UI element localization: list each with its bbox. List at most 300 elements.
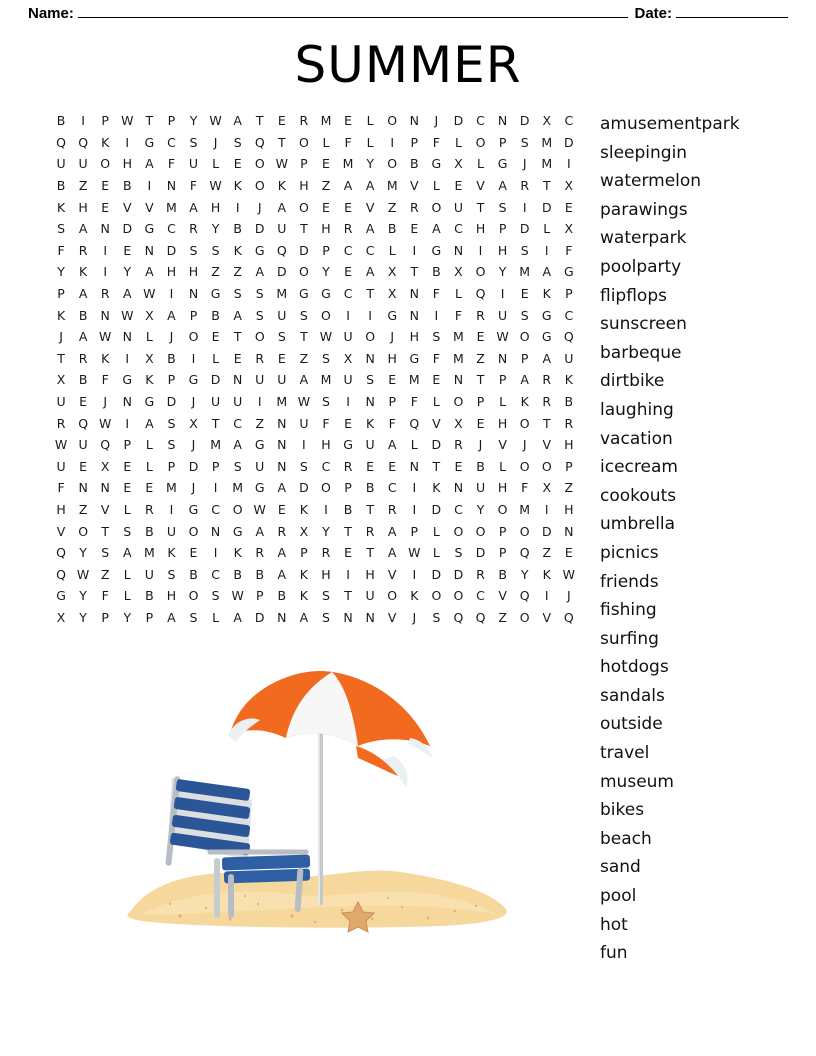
grid-cell[interactable]: Y (476, 501, 485, 517)
grid-cell[interactable]: G (299, 286, 309, 302)
grid-cell[interactable]: D (453, 113, 464, 129)
grid-cell[interactable]: A (145, 156, 154, 172)
grid-cell[interactable]: W (121, 113, 134, 129)
grid-cell[interactable]: O (188, 329, 199, 345)
grid-cell[interactable]: E (79, 394, 88, 410)
grid-cell[interactable]: P (565, 458, 573, 474)
grid-cell[interactable]: O (298, 199, 309, 215)
grid-cell[interactable]: L (432, 523, 440, 539)
grid-cell[interactable]: W (297, 394, 311, 410)
grid-cell[interactable]: S (233, 134, 242, 150)
grid-cell[interactable]: N (453, 480, 464, 496)
grid-cell[interactable]: U (56, 394, 66, 410)
grid-cell[interactable]: G (343, 437, 353, 453)
grid-cell[interactable]: S (520, 134, 529, 150)
grid-cell[interactable]: Y (366, 156, 374, 172)
grid-cell[interactable]: M (519, 264, 531, 280)
grid-cell[interactable]: X (189, 415, 198, 431)
grid-cell[interactable]: S (454, 545, 463, 561)
grid-cell[interactable]: L (499, 394, 507, 410)
grid-cell[interactable]: D (475, 545, 486, 561)
grid-cell[interactable]: Q (254, 134, 265, 150)
grid-cell[interactable]: E (388, 372, 397, 388)
grid-cell[interactable]: P (410, 134, 419, 150)
grid-cell[interactable]: T (432, 458, 441, 474)
grid-cell[interactable]: L (322, 134, 330, 150)
grid-cell[interactable]: P (498, 523, 507, 539)
grid-cell[interactable]: G (56, 588, 66, 604)
grid-cell[interactable]: Q (475, 286, 486, 302)
grid-cell[interactable]: Z (78, 178, 88, 194)
grid-cell[interactable]: N (122, 329, 132, 345)
grid-cell[interactable]: D (453, 566, 464, 582)
grid-cell[interactable]: A (277, 545, 287, 561)
grid-cell[interactable]: D (519, 221, 530, 237)
grid-cell[interactable]: G (497, 156, 508, 172)
grid-cell[interactable]: L (366, 134, 374, 150)
grid-cell[interactable]: U (277, 372, 287, 388)
grid-cell[interactable]: F (432, 350, 440, 366)
grid-cell[interactable]: Q (276, 242, 287, 258)
word-list-item[interactable]: flipflops (600, 285, 667, 306)
grid-cell[interactable]: J (191, 394, 196, 410)
grid-cell[interactable]: Q (56, 134, 66, 150)
grid-cell[interactable]: B (432, 264, 441, 280)
grid-cell[interactable]: T (278, 134, 286, 150)
grid-cell[interactable]: X (454, 415, 463, 431)
grid-cell[interactable]: Q (519, 545, 530, 561)
grid-cell[interactable]: X (145, 307, 154, 323)
word-list-item[interactable]: cookouts (600, 485, 677, 506)
grid-cell[interactable]: V (387, 609, 397, 625)
grid-cell[interactable]: C (387, 480, 397, 496)
grid-cell[interactable]: M (342, 156, 354, 172)
grid-cell[interactable]: H (321, 437, 331, 453)
grid-cell[interactable]: H (564, 501, 574, 517)
grid-cell[interactable]: T (300, 221, 308, 237)
grid-cell[interactable]: Z (542, 545, 552, 561)
grid-cell[interactable]: N (166, 178, 177, 194)
grid-cell[interactable]: S (233, 458, 242, 474)
grid-cell[interactable]: X (343, 350, 353, 366)
grid-cell[interactable]: D (188, 458, 199, 474)
grid-cell[interactable]: S (322, 609, 330, 625)
grid-cell[interactable]: B (145, 588, 154, 604)
word-list-item[interactable]: laughing (600, 399, 674, 420)
grid-cell[interactable]: N (564, 523, 574, 539)
grid-cell[interactable]: E (344, 113, 352, 129)
grid-cell[interactable]: E (366, 458, 375, 474)
grid-cell[interactable]: W (143, 286, 156, 302)
grid-cell[interactable]: H (210, 199, 221, 215)
grid-cell[interactable]: J (390, 329, 395, 345)
grid-cell[interactable]: P (167, 458, 176, 474)
grid-cell[interactable]: D (541, 523, 552, 539)
grid-cell[interactable]: T (344, 523, 352, 539)
grid-cell[interactable]: O (453, 588, 464, 604)
grid-cell[interactable]: A (387, 523, 397, 539)
grid-cell[interactable]: H (321, 221, 331, 237)
grid-cell[interactable]: B (122, 178, 132, 194)
grid-cell[interactable]: N (277, 415, 287, 431)
grid-cell[interactable]: Y (322, 523, 330, 539)
grid-cell[interactable]: J (412, 609, 417, 625)
grid-cell[interactable]: K (564, 372, 573, 388)
grid-cell[interactable]: J (191, 437, 196, 453)
grid-cell[interactable]: P (57, 286, 65, 302)
grid-cell[interactable]: W (209, 113, 222, 129)
grid-cell[interactable]: D (166, 394, 177, 410)
grid-cell[interactable]: Z (387, 199, 397, 215)
grid-cell[interactable]: G (409, 350, 420, 366)
grid-cell[interactable]: E (189, 545, 198, 561)
grid-cell[interactable]: P (300, 545, 308, 561)
grid-cell[interactable]: I (257, 394, 262, 410)
grid-cell[interactable]: N (453, 372, 464, 388)
grid-cell[interactable]: T (542, 415, 551, 431)
grid-cell[interactable]: Q (56, 545, 66, 561)
grid-cell[interactable]: Z (78, 501, 88, 517)
grid-cell[interactable]: M (320, 372, 332, 388)
grid-cell[interactable]: D (431, 501, 442, 517)
grid-cell[interactable]: S (123, 523, 132, 539)
grid-cell[interactable]: X (564, 221, 574, 237)
grid-cell[interactable]: P (189, 307, 198, 323)
grid-cell[interactable]: Z (299, 350, 309, 366)
grid-cell[interactable]: M (143, 545, 155, 561)
grid-cell[interactable]: N (277, 437, 287, 453)
grid-cell[interactable]: T (366, 286, 374, 302)
grid-cell[interactable]: N (232, 372, 243, 388)
grid-cell[interactable]: F (388, 415, 396, 431)
grid-cell[interactable]: L (410, 437, 418, 453)
word-list-item[interactable]: umbrella (600, 514, 676, 535)
grid-cell[interactable]: T (300, 329, 308, 345)
grid-cell[interactable]: G (254, 242, 265, 258)
grid-cell[interactable]: P (498, 134, 507, 150)
grid-cell[interactable]: H (188, 264, 199, 280)
grid-cell[interactable]: S (167, 437, 176, 453)
grid-cell[interactable]: R (277, 523, 287, 539)
grid-cell[interactable]: A (520, 372, 529, 388)
grid-cell[interactable]: N (100, 307, 110, 323)
grid-cell[interactable]: W (76, 566, 90, 582)
word-list-item[interactable]: barbeque (600, 342, 682, 363)
grid-cell[interactable]: B (233, 566, 242, 582)
grid-cell[interactable]: L (123, 566, 131, 582)
grid-cell[interactable]: K (233, 545, 242, 561)
grid-cell[interactable]: Q (56, 566, 66, 582)
grid-cell[interactable]: R (78, 350, 88, 366)
grid-cell[interactable]: T (57, 350, 65, 366)
grid-cell[interactable]: O (321, 480, 331, 496)
grid-cell[interactable]: W (496, 329, 509, 345)
grid-cell[interactable]: M (453, 350, 464, 366)
grid-cell[interactable]: L (145, 437, 153, 453)
grid-cell[interactable]: D (541, 199, 552, 215)
grid-cell[interactable]: S (189, 609, 198, 625)
grid-cell[interactable]: C (365, 242, 375, 258)
grid-cell[interactable]: O (365, 329, 376, 345)
grid-cell[interactable]: G (144, 134, 155, 150)
grid-cell[interactable]: Z (476, 350, 485, 366)
grid-cell[interactable]: I (147, 178, 152, 194)
grid-cell[interactable]: B (233, 221, 242, 237)
grid-cell[interactable]: G (254, 437, 265, 453)
grid-cell[interactable]: R (343, 458, 353, 474)
word-list-item[interactable]: sandals (600, 685, 665, 706)
word-list-item[interactable]: vacation (600, 428, 673, 449)
grid-cell[interactable]: O (254, 156, 265, 172)
grid-cell[interactable]: Z (211, 264, 220, 280)
grid-cell[interactable]: A (233, 307, 242, 323)
grid-cell[interactable]: G (431, 242, 442, 258)
grid-cell[interactable]: E (277, 350, 286, 366)
grid-cell[interactable]: B (167, 350, 176, 366)
grid-cell[interactable]: A (365, 264, 375, 280)
grid-cell[interactable]: Q (409, 415, 420, 431)
grid-cell[interactable]: K (432, 480, 441, 496)
grid-cell[interactable]: V (410, 178, 419, 194)
grid-cell[interactable]: I (103, 264, 108, 280)
grid-cell[interactable]: S (101, 545, 110, 561)
grid-cell[interactable]: V (100, 501, 110, 517)
grid-cell[interactable]: J (169, 329, 174, 345)
grid-cell[interactable]: X (454, 156, 463, 172)
grid-cell[interactable]: I (412, 480, 417, 496)
grid-cell[interactable]: L (145, 458, 153, 474)
grid-cell[interactable]: D (564, 134, 574, 150)
grid-cell[interactable]: K (56, 307, 66, 323)
grid-cell[interactable]: K (542, 286, 551, 302)
grid-cell[interactable]: E (123, 480, 132, 496)
grid-cell[interactable]: B (56, 178, 66, 194)
grid-cell[interactable]: D (299, 242, 309, 258)
grid-cell[interactable]: O (475, 264, 486, 280)
grid-cell[interactable]: E (79, 458, 88, 474)
grid-cell[interactable]: R (100, 286, 110, 302)
grid-cell[interactable]: E (520, 286, 529, 302)
grid-cell[interactable]: A (233, 113, 242, 129)
grid-cell[interactable]: H (497, 415, 508, 431)
grid-cell[interactable]: A (387, 545, 397, 561)
grid-cell[interactable]: X (56, 372, 66, 388)
grid-cell[interactable]: E (476, 329, 485, 345)
grid-cell[interactable]: A (167, 307, 176, 323)
grid-cell[interactable]: L (499, 458, 507, 474)
grid-cell[interactable]: P (101, 609, 109, 625)
grid-cell[interactable]: O (298, 134, 309, 150)
grid-cell[interactable]: N (409, 307, 419, 323)
grid-cell[interactable]: V (122, 199, 132, 215)
grid-cell[interactable]: K (167, 545, 176, 561)
grid-cell[interactable]: M (519, 501, 531, 517)
grid-cell[interactable]: L (477, 156, 484, 172)
grid-cell[interactable]: V (365, 199, 375, 215)
grid-cell[interactable]: I (125, 134, 130, 150)
grid-cell[interactable]: R (145, 501, 154, 517)
grid-cell[interactable]: W (99, 415, 112, 431)
grid-cell[interactable]: I (169, 286, 174, 302)
grid-cell[interactable]: O (298, 264, 309, 280)
grid-cell[interactable]: S (189, 242, 198, 258)
word-list-item[interactable]: watermelon (600, 171, 702, 192)
grid-cell[interactable]: Q (563, 329, 574, 345)
grid-cell[interactable]: V (542, 437, 552, 453)
grid-cell[interactable]: Q (519, 588, 530, 604)
grid-cell[interactable]: O (254, 329, 265, 345)
grid-cell[interactable]: D (254, 609, 265, 625)
grid-cell[interactable]: O (519, 523, 530, 539)
grid-cell[interactable]: C (321, 458, 331, 474)
grid-cell[interactable]: S (432, 329, 441, 345)
grid-cell[interactable]: F (432, 286, 440, 302)
grid-cell[interactable]: Z (233, 264, 242, 280)
grid-cell[interactable]: T (476, 199, 485, 215)
grid-cell[interactable]: C (167, 221, 176, 237)
grid-cell[interactable]: W (319, 329, 333, 345)
grid-cell[interactable]: J (59, 329, 63, 345)
grid-cell[interactable]: K (145, 372, 154, 388)
grid-cell[interactable]: V (498, 437, 507, 453)
grid-cell[interactable]: G (254, 480, 265, 496)
grid-cell[interactable]: M (276, 286, 288, 302)
grid-cell[interactable]: I (346, 307, 350, 323)
grid-cell[interactable]: G (321, 286, 331, 302)
grid-cell[interactable]: L (543, 221, 551, 237)
grid-cell[interactable]: T (255, 113, 264, 129)
grid-cell[interactable]: O (188, 523, 199, 539)
grid-cell[interactable]: O (188, 588, 199, 604)
grid-cell[interactable]: T (476, 372, 485, 388)
word-list-item[interactable]: parawings (600, 199, 688, 220)
grid-cell[interactable]: F (101, 372, 109, 388)
grid-cell[interactable]: Q (100, 437, 111, 453)
grid-cell[interactable]: P (123, 437, 132, 453)
grid-cell[interactable]: U (277, 221, 287, 237)
grid-cell[interactable]: P (498, 372, 507, 388)
name-input-line[interactable] (78, 5, 629, 18)
grid-cell[interactable]: Q (563, 609, 574, 625)
grid-cell[interactable]: O (519, 458, 530, 474)
grid-cell[interactable]: P (145, 609, 154, 625)
grid-cell[interactable]: M (166, 199, 177, 215)
grid-cell[interactable]: M (232, 480, 244, 496)
grid-cell[interactable]: R (476, 566, 485, 582)
grid-cell[interactable]: W (275, 156, 288, 172)
grid-cell[interactable]: O (254, 178, 265, 194)
grid-cell[interactable]: F (521, 480, 529, 496)
grid-cell[interactable]: Y (520, 566, 529, 582)
grid-cell[interactable]: P (410, 523, 419, 539)
grid-cell[interactable]: F (565, 242, 573, 258)
grid-cell[interactable]: G (188, 372, 199, 388)
grid-cell[interactable]: R (542, 372, 552, 388)
grid-cell[interactable]: S (432, 609, 441, 625)
grid-cell[interactable]: E (101, 178, 110, 194)
grid-cell[interactable]: H (56, 501, 66, 517)
grid-cell[interactable]: A (78, 329, 88, 345)
grid-cell[interactable]: O (387, 156, 398, 172)
grid-cell[interactable]: I (346, 566, 350, 582)
grid-cell[interactable]: J (566, 588, 571, 604)
grid-cell[interactable]: R (321, 545, 331, 561)
grid-cell[interactable]: O (475, 134, 486, 150)
grid-cell[interactable]: V (476, 178, 485, 194)
grid-cell[interactable]: N (365, 609, 375, 625)
grid-cell[interactable]: H (387, 350, 397, 366)
grid-cell[interactable]: Q (475, 609, 486, 625)
grid-cell[interactable]: S (233, 286, 242, 302)
grid-cell[interactable]: W (121, 307, 134, 323)
grid-cell[interactable]: P (565, 286, 573, 302)
grid-cell[interactable]: X (387, 264, 397, 280)
grid-cell[interactable]: H (497, 242, 508, 258)
grid-cell[interactable]: B (145, 523, 154, 539)
grid-cell[interactable]: I (522, 199, 527, 215)
grid-cell[interactable]: R (343, 221, 353, 237)
grid-cell[interactable]: Q (78, 415, 89, 431)
grid-cell[interactable]: J (478, 437, 483, 453)
word-list-item[interactable]: outside (600, 714, 663, 735)
grid-cell[interactable]: P (101, 113, 109, 129)
word-list-item[interactable]: sleepingin (600, 142, 688, 163)
grid-cell[interactable]: X (299, 523, 309, 539)
grid-cell[interactable]: S (299, 307, 308, 323)
grid-cell[interactable]: L (212, 350, 220, 366)
grid-cell[interactable]: E (454, 178, 463, 194)
grid-cell[interactable]: B (476, 458, 485, 474)
grid-cell[interactable]: F (57, 242, 65, 258)
grid-cell[interactable]: U (564, 350, 574, 366)
grid-cell[interactable]: X (542, 480, 552, 496)
grid-cell[interactable]: Y (322, 264, 330, 280)
grid-cell[interactable]: I (566, 156, 571, 172)
grid-cell[interactable]: B (78, 307, 88, 323)
grid-cell[interactable]: O (321, 307, 331, 323)
grid-cell[interactable]: O (100, 156, 111, 172)
word-list-item[interactable]: pool (600, 886, 637, 907)
grid-cell[interactable]: A (255, 264, 265, 280)
grid-cell[interactable]: E (454, 458, 463, 474)
grid-cell[interactable]: T (542, 178, 551, 194)
grid-cell[interactable]: Y (123, 264, 132, 280)
grid-cell[interactable]: S (299, 458, 308, 474)
grid-cell[interactable]: A (78, 221, 88, 237)
grid-cell[interactable]: O (519, 329, 530, 345)
grid-cell[interactable]: I (213, 545, 218, 561)
grid-cell[interactable]: H (365, 566, 375, 582)
grid-cell[interactable]: J (434, 113, 439, 129)
grid-cell[interactable]: D (431, 566, 442, 582)
grid-cell[interactable]: S (211, 588, 220, 604)
grid-cell[interactable]: D (254, 221, 265, 237)
grid-cell[interactable]: N (277, 609, 287, 625)
grid-cell[interactable]: E (388, 458, 397, 474)
grid-cell[interactable]: T (366, 545, 374, 561)
grid-cell[interactable]: A (255, 523, 265, 539)
grid-cell[interactable]: I (412, 242, 417, 258)
grid-cell[interactable]: G (188, 501, 199, 517)
grid-cell[interactable]: N (365, 394, 375, 410)
grid-cell[interactable]: H (564, 437, 574, 453)
grid-cell[interactable]: K (79, 264, 88, 280)
grid-cell[interactable]: Y (79, 545, 87, 561)
grid-cell[interactable]: B (410, 156, 419, 172)
grid-cell[interactable]: F (101, 588, 109, 604)
grid-cell[interactable]: E (344, 199, 352, 215)
grid-cell[interactable]: W (54, 437, 68, 453)
